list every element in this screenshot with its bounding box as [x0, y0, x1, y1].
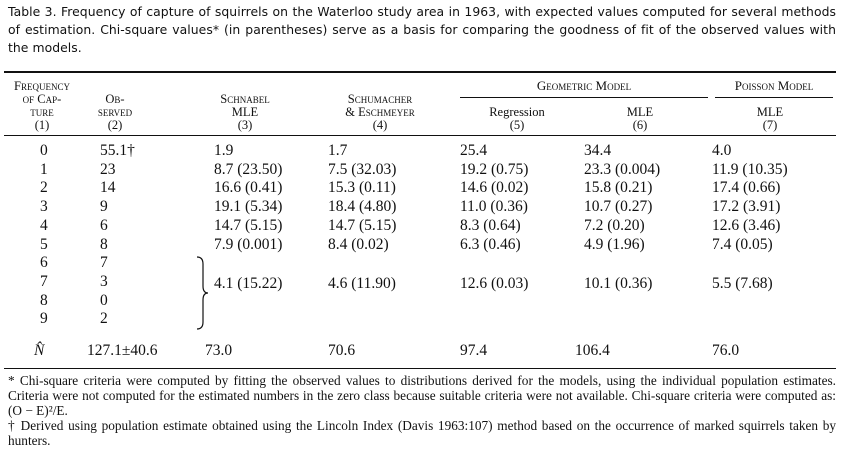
cell-geometric-mle: 34.4: [584, 142, 612, 159]
header-poisson-mle: MLE (7): [756, 105, 784, 132]
cell-observed: 6: [100, 217, 108, 234]
cell-observed: 9: [100, 198, 108, 215]
bottom-rule: [4, 368, 836, 369]
header-geometric-model: Geometric Model: [536, 78, 632, 93]
cell-regression: 8.3 (0.64): [460, 217, 521, 234]
cell-frequency: 3: [40, 198, 48, 215]
total-observed: 127.1±40.6: [87, 342, 158, 359]
cell-frequency: 4: [40, 217, 48, 234]
cell-regression: 6.3 (0.46): [460, 236, 521, 253]
cell-regression: 25.4: [460, 142, 488, 159]
cell-frequency: 6: [40, 254, 48, 271]
cell-geometric-mle: 7.2 (0.20): [584, 217, 645, 234]
cell-regression: 19.2 (0.75): [460, 161, 529, 178]
cell-frequency: 2: [40, 179, 48, 196]
cell-geometric-mle: 15.8 (0.21): [584, 179, 653, 196]
cell-schumacher: 7.5 (32.03): [328, 161, 397, 178]
cell-poisson-mle: 12.6 (3.46): [712, 217, 781, 234]
header-frequency: Frequency of Cap- ture (1): [14, 79, 70, 132]
cell-observed: 55.1†: [100, 142, 135, 159]
cell-schnabel: 14.7 (5.15): [214, 217, 283, 234]
cell-observed: 8: [100, 236, 108, 253]
geometric-group-rule: [460, 97, 708, 98]
cell-schumacher: 1.7: [328, 142, 348, 159]
total-regression: 97.4: [460, 342, 488, 359]
header-poisson-model: Poisson Model: [734, 78, 814, 93]
pooled-poisson-mle: 5.5 (7.68): [712, 275, 773, 292]
footnote-chi-square: * Chi-square criteria were computed by fitting the observed values to distributions derived for the models, using the individual population estimates. Criteria were not computed for the estimated numbers in the zero class because suitable criteria were not available. Chi-square criteria were computed as: (O − E)²/E.: [8, 373, 836, 418]
cell-frequency: 9: [40, 310, 48, 327]
cell-schnabel: 19.1 (5.34): [214, 198, 283, 215]
cell-observed: 7: [100, 254, 108, 271]
cell-geometric-mle: 10.7 (0.27): [584, 198, 653, 215]
cell-schumacher: 15.3 (0.11): [328, 179, 396, 196]
total-schnabel: 73.0: [205, 342, 233, 359]
cell-regression: 14.6 (0.02): [460, 179, 529, 196]
cell-observed: 0: [100, 292, 108, 309]
cell-schnabel: 7.9 (0.001): [214, 236, 283, 253]
poisson-group-rule: [715, 97, 833, 98]
total-geometric-mle: 106.4: [575, 342, 610, 359]
cell-regression: 11.0 (0.36): [460, 198, 528, 215]
cell-frequency: 5: [40, 236, 48, 253]
pooling-brace: [195, 256, 209, 330]
cell-poisson-mle: 11.9 (10.35): [712, 161, 788, 178]
cell-geometric-mle: 23.3 (0.004): [584, 161, 661, 178]
cell-poisson-mle: 4.0: [712, 142, 732, 159]
cell-frequency: 8: [40, 292, 48, 309]
cell-schnabel: 8.7 (23.50): [214, 161, 283, 178]
total-label: N̂: [34, 342, 45, 359]
header-observed: Ob- served (2): [97, 92, 133, 132]
cell-schumacher: 8.4 (0.02): [328, 236, 389, 253]
footnote-lincoln-index: † Derived using population estimate obtained using the Lincoln Index (Davis 1963:107) method based on the occurrence of marked squirrels taken by hunters.: [8, 418, 836, 448]
cell-schnabel: 16.6 (0.41): [214, 179, 283, 196]
cell-poisson-mle: 7.4 (0.05): [712, 236, 773, 253]
header-geometric-mle: MLE (6): [626, 105, 654, 132]
cell-frequency: 1: [40, 161, 48, 178]
header-schumacher: Schumacher & Eschmeyer (4): [345, 92, 415, 132]
cell-observed: 2: [100, 310, 108, 327]
total-poisson-mle: 76.0: [712, 342, 740, 359]
total-schumacher: 70.6: [328, 342, 356, 359]
cell-frequency: 7: [40, 273, 48, 290]
cell-observed: 23: [100, 161, 116, 178]
header-rule: [4, 135, 836, 136]
pooled-schnabel: 4.1 (15.22): [214, 275, 283, 292]
cell-schumacher: 18.4 (4.80): [328, 198, 397, 215]
pooled-regression: 12.6 (0.03): [460, 275, 529, 292]
pooled-geometric-mle: 10.1 (0.36): [584, 275, 653, 292]
cell-observed: 14: [100, 179, 116, 196]
cell-frequency: 0: [40, 142, 48, 159]
cell-schumacher: 14.7 (5.15): [328, 217, 397, 234]
cell-poisson-mle: 17.4 (0.66): [712, 179, 781, 196]
pooled-schumacher: 4.6 (11.90): [328, 275, 396, 292]
cell-schnabel: 1.9: [214, 142, 234, 159]
header-schnabel: Schnabel MLE (3): [220, 92, 270, 132]
table-caption: Table 3. Frequency of capture of squirrels on the Waterloo study area in 1963, with expected values computed for several methods of estimation. Chi-square values* (in parentheses) serve as a basis for comparing the goodness of fit of the observed values with the models.: [8, 4, 836, 55]
cell-poisson-mle: 17.2 (3.91): [712, 198, 781, 215]
top-rule: [4, 71, 836, 73]
cell-observed: 3: [100, 273, 108, 290]
header-regression: Regression (5): [489, 105, 545, 132]
cell-geometric-mle: 4.9 (1.96): [584, 236, 645, 253]
